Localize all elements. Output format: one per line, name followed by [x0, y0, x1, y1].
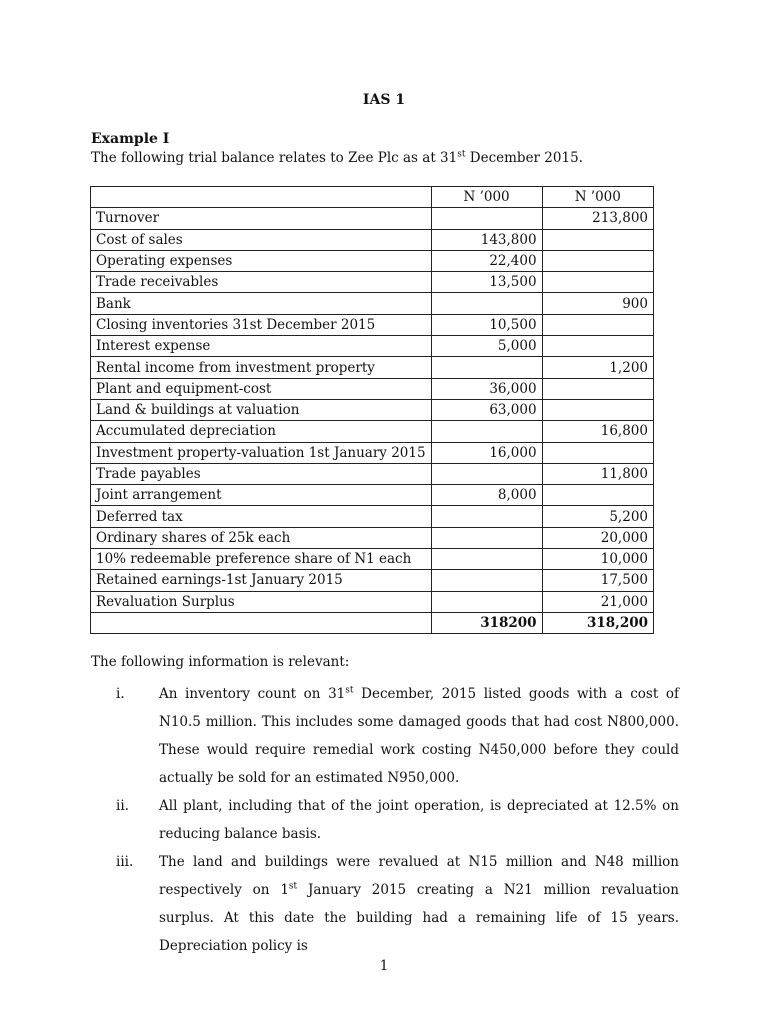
- table-cell-credit: [542, 378, 653, 399]
- table-cell-debit: [431, 549, 542, 570]
- table-cell-debit: 5,000: [431, 336, 542, 357]
- table-row: [91, 527, 654, 548]
- table-cell-label: Revaluation Surplus: [91, 591, 432, 612]
- table-row: [91, 485, 654, 506]
- table-row: [91, 399, 654, 420]
- table-cell-debit: [431, 570, 542, 591]
- table-cell-label: Retained earnings-1st January 2015: [91, 570, 432, 591]
- list-item-text-after: January 2015 creating a N21 million revaluation surplus. At this date the building had a remaining life of 15 years. Depreciation policy is: [159, 882, 679, 954]
- list-item-text-before: All plant, including that of the joint operation, is depreciated at 12.5% on reducing balance basis.: [159, 798, 679, 842]
- table-cell-debit: 8,000: [431, 485, 542, 506]
- table-cell-credit: 10,000: [542, 549, 653, 570]
- table-cell-credit: 213,800: [542, 208, 653, 229]
- table-cell-label: 10% redeemable preference share of N1 each: [91, 549, 432, 570]
- list-item-text: [159, 680, 679, 792]
- table-cell-credit: [542, 314, 653, 335]
- table-cell-label: Accumulated depreciation: [91, 421, 432, 442]
- table-cell-debit: 143,800: [431, 229, 542, 250]
- table-cell-credit: [542, 399, 653, 420]
- table-row: [91, 208, 654, 229]
- list-item-text: [159, 848, 679, 960]
- table-cell-credit: [542, 272, 653, 293]
- table-cell-credit: 1,200: [542, 357, 653, 378]
- table-cell-label: Trade receivables: [91, 272, 432, 293]
- list-item: [0, 848, 768, 960]
- table-cell-credit: 16,800: [542, 421, 653, 442]
- info-heading: The following information is relevant:: [91, 654, 350, 670]
- table-cell-credit: 20,000: [542, 527, 653, 548]
- table-cell-label: [91, 612, 432, 633]
- table-row: [91, 463, 654, 484]
- table-cell-label: Joint arrangement: [91, 485, 432, 506]
- table-cell-credit: [542, 229, 653, 250]
- table-cell-credit: [542, 485, 653, 506]
- intro-paragraph: [91, 150, 583, 166]
- table-row: [91, 591, 654, 612]
- page-heading: IAS 1: [362, 92, 406, 108]
- table-cell-label: Cost of sales: [91, 229, 432, 250]
- table-cell-label: Land & buildings at valuation: [91, 399, 432, 420]
- table-cell-credit: 900: [542, 293, 653, 314]
- table-total-row: [91, 612, 654, 633]
- table-row: [91, 272, 654, 293]
- list-item: [0, 792, 768, 848]
- list-item-numeral: ii.: [116, 798, 129, 814]
- list-item-superscript: st: [345, 685, 354, 696]
- table-row: [91, 570, 654, 591]
- table-row: [91, 421, 654, 442]
- table-cell-debit: 16,000: [431, 442, 542, 463]
- intro-text-after: December 2015.: [465, 150, 583, 166]
- table-row: [91, 506, 654, 527]
- table-cell-label: Trade payables: [91, 463, 432, 484]
- table-cell-label: Plant and equipment-cost: [91, 378, 432, 399]
- table-cell-label: [91, 187, 432, 208]
- table-cell-debit: 13,500: [431, 272, 542, 293]
- table-cell-debit: 318200: [431, 612, 542, 633]
- table-cell-label: Interest expense: [91, 336, 432, 357]
- table-cell-label: Closing inventories 31st December 2015: [91, 314, 432, 335]
- table-cell-label: Ordinary shares of 25k each: [91, 527, 432, 548]
- table-cell-debit: [431, 527, 542, 548]
- table-cell-credit: 5,200: [542, 506, 653, 527]
- table-cell-debit: [431, 421, 542, 442]
- table-header-row: [91, 187, 654, 208]
- table-cell-debit: [431, 357, 542, 378]
- table-cell-credit: 318,200: [542, 612, 653, 633]
- table-cell-debit: N ’000: [431, 187, 542, 208]
- list-item-numeral: i.: [116, 686, 125, 702]
- table-row: [91, 357, 654, 378]
- table-cell-debit: 22,400: [431, 250, 542, 271]
- table-cell-label: Deferred tax: [91, 506, 432, 527]
- table-cell-credit: [542, 250, 653, 271]
- table-cell-credit: 11,800: [542, 463, 653, 484]
- list-item-text-after: December, 2015 listed goods with a cost of N10.5 million. This includes some damaged goods that had cost N800,000. These would require remedial work costing N450,000 before they could actually be sold for an estimated N950,000.: [159, 686, 679, 786]
- list-item: [0, 680, 768, 792]
- table-row: [91, 549, 654, 570]
- table-cell-debit: [431, 208, 542, 229]
- information-list: [0, 680, 768, 960]
- table-cell-label: Bank: [91, 293, 432, 314]
- list-item-text-before: An inventory count on 31: [159, 686, 346, 702]
- table-cell-credit: [542, 336, 653, 357]
- table-cell-label: Operating expenses: [91, 250, 432, 271]
- trial-balance-table: [90, 186, 654, 634]
- table-cell-label: Rental income from investment property: [91, 357, 432, 378]
- table-row: [91, 442, 654, 463]
- list-item-text-before: The land and buildings were revalued at N15 million and N48 million respectively on 1: [159, 854, 679, 898]
- table-cell-debit: 10,500: [431, 314, 542, 335]
- table-row: [91, 314, 654, 335]
- intro-superscript: st: [457, 149, 466, 160]
- list-item-text: [159, 792, 679, 848]
- page-number: 1: [379, 958, 389, 974]
- list-item-numeral: iii.: [116, 854, 134, 870]
- table-cell-credit: 17,500: [542, 570, 653, 591]
- table-cell-credit: 21,000: [542, 591, 653, 612]
- intro-text-before: The following trial balance relates to Zee Plc as at 31: [91, 150, 458, 166]
- table-row: [91, 336, 654, 357]
- table-row: [91, 378, 654, 399]
- table-row: [91, 250, 654, 271]
- example-title: Example I: [91, 131, 170, 147]
- table-cell-debit: [431, 293, 542, 314]
- table-cell-debit: [431, 463, 542, 484]
- table-cell-label: Investment property-valuation 1st January 2015: [91, 442, 432, 463]
- table-cell-debit: 36,000: [431, 378, 542, 399]
- table-cell-label: Turnover: [91, 208, 432, 229]
- table-cell-debit: [431, 591, 542, 612]
- table-cell-debit: 63,000: [431, 399, 542, 420]
- list-item-superscript: st: [288, 881, 298, 892]
- table-cell-credit: N ’000: [542, 187, 653, 208]
- table-row: [91, 229, 654, 250]
- table-cell-debit: [431, 506, 542, 527]
- table-cell-credit: [542, 442, 653, 463]
- table-row: [91, 293, 654, 314]
